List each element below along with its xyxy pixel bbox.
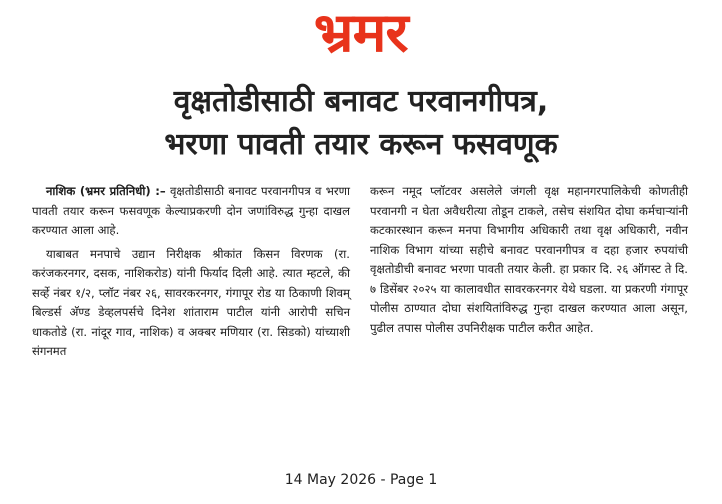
- article-paragraph-1: [32, 182, 350, 241]
- article-paragraph-1-text: वृक्षतोडीसाठी बनावट परवानगीपत्र व भरणा पावती तयार करून फसवणूक केल्याप्रकरणी दोन जणांविरुद्ध गुन्हा दाखल करण्यात आला आहे.: [32, 184, 350, 237]
- page-footer: 14 May 2026 - Page 1: [284, 472, 438, 488]
- article-body: [32, 182, 688, 366]
- article-column-left: [32, 182, 350, 366]
- headline-line-2: भरणा पावती तयार करून फसवणूक: [164, 127, 558, 162]
- article-column-right: [370, 182, 688, 366]
- article-paragraph-2: याबाबत मनपाचे उद्यान निरीक्षक श्रीकांत किसन विरणक (रा. करंजकरनगर, दसक, नाशिकरोड) यांनी फिर्याद दिली आहे. त्यात म्हटले, की सर्व्हे नंबर १/२, प्लॉट नंबर २६, सावरकरनगर, गंगापूर रोड या ठिकाणी शिवम् बिल्डर्स अ‍ॅण्ड डेव्हलपर्सचे दिनेश शांताराम पाटील यांनी आरोपी सचिन धाकतोडे (रा. नांदूर गाव, नाशिक) व अक्बर मणियार (रा. सिडको) यांच्याशी संगनमत: [32, 246, 350, 358]
- article-paragraph-3: करून नमूद प्लॉटवर असलेले जंगली वृक्ष महानगरपालिकेची कोणतीही परवानगी न घेता अवैधरीत्या तोडून टाकले, तसेच संशयित दोघा कर्मचाऱ्यांनी कटकारस्थान करून मनपा विभागीय अधिकारी तथा वृक्ष अधिकारी, नवीन नाशिक विभाग यांच्या सहीचे बनावट परवानगीपत्र व दहा हजार रुपयांची वृक्षतोडीची बनावट भरणा पावती तयार केली. हा प्रकार दि. २६ ऑगस्ट ते दि. ७ डिसेंबर २०२५ या कालावधीत सावरकरनगर येथे घडला. या प्रकरणी गंगापूर पोलीस ठाण्यात दोघा संशयितांविरुद्ध गुन्हा दाखल करण्यात आला असून, पुढील तपास पोलीस उपनिरीक्षक पाटील करीत आहेत.: [370, 184, 688, 335]
- article-dateline: नाशिक (भ्रमर प्रतिनिधी) :–: [46, 184, 166, 198]
- headline-line-1: वृक्षतोडीसाठी बनावट परवानगीपत्र,: [173, 84, 549, 119]
- masthead: [0, 2, 722, 64]
- masthead-logo: भ्रमर: [314, 1, 408, 64]
